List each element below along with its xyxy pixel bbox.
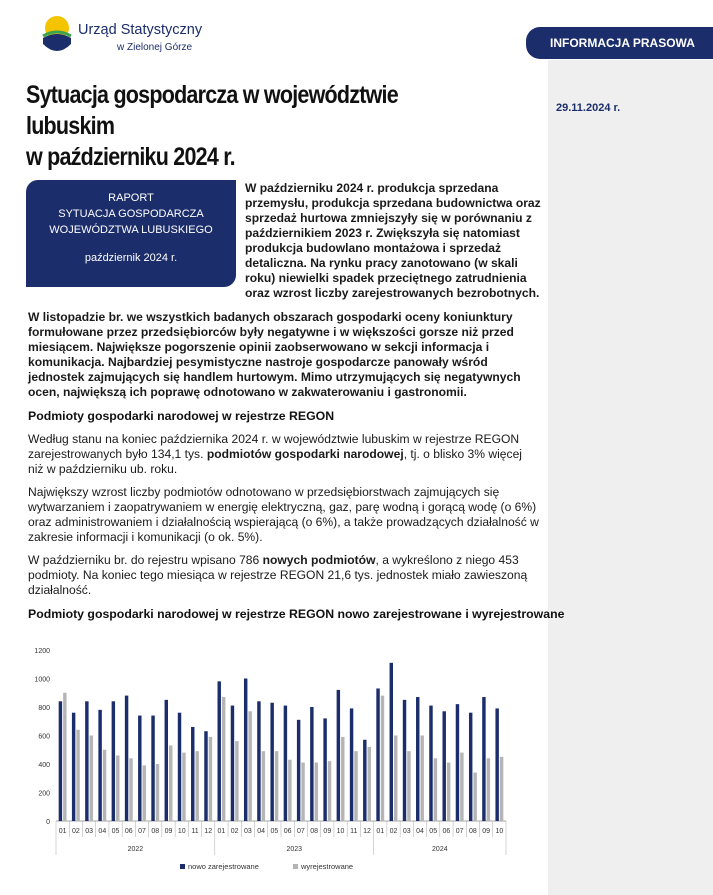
bar-removed	[129, 758, 132, 821]
bar-removed	[341, 737, 344, 821]
y-tick-label: 800	[38, 705, 50, 712]
year-label: 2024	[432, 846, 448, 853]
bar-removed	[103, 750, 106, 821]
bar-new	[443, 711, 446, 821]
logo[interactable]	[40, 14, 203, 58]
bar-new	[125, 696, 128, 821]
x-tick-label: 11	[350, 828, 358, 835]
title-line-1: Sytuacja gospodarcza w województwie lubuskim	[26, 81, 398, 140]
logo-subtitle: w Zielonej Górze	[117, 42, 193, 53]
x-tick-label: 12	[204, 828, 213, 835]
bar-removed	[500, 757, 503, 821]
bar-new	[469, 713, 472, 821]
sidebar-panel	[548, 60, 713, 895]
bar-removed	[420, 736, 423, 822]
bar-removed	[315, 763, 318, 821]
x-tick-label: 12	[363, 828, 371, 835]
bar-removed	[90, 736, 93, 822]
bar-new	[310, 707, 313, 821]
para3-text-c: , a wykreślono z niego 453 podmioty. Na koniec tego miesiąca w rejestrze REGON 21,6 tys. jednostek miało zawieszoną działalność.	[28, 553, 528, 597]
bar-removed	[116, 755, 119, 821]
bar-removed	[473, 773, 476, 821]
bar-new	[403, 700, 406, 821]
bar-new	[390, 663, 393, 821]
title-line-2: w październiku 2024 r.	[26, 143, 235, 171]
bar-new	[337, 690, 340, 821]
legend-label-new: nowo zarejestrowane	[188, 862, 259, 871]
bar-removed	[182, 753, 185, 821]
release-date: 29.11.2024 r.	[556, 102, 621, 114]
x-tick-label: 01	[217, 828, 226, 835]
x-tick-label: 01	[376, 828, 385, 835]
bar-new	[429, 706, 432, 821]
bar-new	[98, 710, 101, 821]
bar-new	[231, 706, 234, 821]
year-label: 2023	[286, 846, 303, 853]
page-title	[26, 80, 456, 173]
x-tick-label: 10	[495, 828, 504, 835]
x-tick-label: 09	[482, 828, 491, 835]
x-tick-label: 02	[71, 828, 80, 835]
bar-new	[482, 697, 485, 821]
x-tick-label: 02	[230, 828, 239, 835]
x-tick-label: 04	[257, 828, 266, 835]
x-tick-label: 01	[58, 828, 67, 835]
bar-new	[165, 700, 168, 821]
x-tick-label: 08	[469, 828, 477, 835]
y-tick-label: 1200	[34, 648, 50, 655]
bar-removed	[407, 751, 410, 821]
x-tick-label: 03	[244, 828, 252, 835]
bar-new	[350, 708, 353, 821]
x-tick-label: 11	[191, 828, 199, 835]
para3-bold: nowych podmiotów	[262, 553, 376, 567]
para1-bold: podmiotów gospodarki narodowej	[206, 447, 404, 461]
bar-new	[151, 716, 154, 821]
logo-mark-icon	[40, 14, 74, 56]
bar-removed	[368, 747, 371, 821]
bar-removed	[394, 736, 397, 822]
x-tick-label: 05	[429, 828, 438, 835]
x-tick-label: 07	[296, 828, 305, 835]
bar-new	[456, 704, 459, 821]
x-tick-label: 04	[416, 828, 424, 835]
y-tick-label: 200	[38, 790, 50, 798]
bar-removed	[301, 763, 304, 821]
bar-new	[59, 701, 62, 821]
bar-removed	[195, 751, 198, 821]
lead-paragraph: W październiku 2024 r. produkcja sprzedana przemysłu, produkcja sprzedana budownictwa oraz sprzedaż hurtowa zmniejszyły się w porównaniu z październikiem 2023 r. Zwiększyła się natomiast produkcja budowlano montażowa i sprzedaż detaliczna. Na rynku pracy zanotowano (w skali roku) niewielki spadek przeciętnego zatrudnienia oraz wzrost liczby zarejestrowanych bezrobotnych.	[245, 181, 541, 300]
bar-removed	[460, 753, 463, 821]
bar-new	[257, 701, 260, 821]
para1-text-a: Według stanu na koniec października 2024 r. w województwie lubuskim w rejestrze REGON zarejestrowanych było 134,1 tys.	[28, 432, 520, 461]
x-tick-label: 07	[455, 828, 464, 835]
legend-swatch-new	[180, 864, 185, 869]
para3-text-a: W październiku br. do rejestru wpisano 786	[28, 553, 263, 567]
bar-removed	[487, 758, 490, 821]
para1-text-c: , tj. o blisko 3% więcej niż w październiku ub. roku.	[28, 447, 522, 476]
bar-new	[376, 688, 379, 821]
paragraph-growth: Największy wzrost liczby podmiotów odnotowano w przedsiębiorstwach zajmujących się wytwarzaniem i zaopatrywaniem w energię elektryczną, gaz, parę wodną i gorącą wodę (o 6%) oraz administrowaniem i działalnością wspierającą (o 6%), a także prowadzących działalność w zakresie informacji i komunikacji (o ok. 5%).	[28, 485, 539, 544]
bar-removed	[222, 697, 225, 821]
bar-removed	[434, 758, 437, 821]
bar-new	[191, 727, 194, 821]
x-tick-label: 09	[323, 828, 332, 835]
y-tick-label: 600	[38, 733, 50, 741]
y-tick-label: 0	[46, 819, 50, 826]
bar-removed	[156, 764, 159, 821]
bar-new	[112, 701, 115, 821]
paragraph-new-entities	[28, 553, 540, 598]
logo-name: Urząd Statystyczny	[78, 22, 203, 38]
x-tick-label: 05	[111, 828, 120, 835]
chart-heading: Podmioty gospodarki narodowej w rejestrze REGON nowo zarejestrowane i wyrejestrowane	[28, 607, 565, 621]
bar-removed	[169, 745, 172, 821]
report-period: październik 2024 r.	[84, 252, 178, 264]
regon-chart	[28, 640, 528, 880]
x-tick-label: 09	[164, 828, 173, 835]
chart-svg	[28, 640, 528, 880]
bar-new	[244, 679, 247, 822]
bar-new	[284, 706, 287, 821]
x-tick-label: 03	[85, 828, 93, 835]
bar-removed	[328, 761, 331, 821]
section-heading-regon: Podmioty gospodarki narodowej w rejestrze REGON	[28, 409, 335, 423]
bar-removed	[288, 760, 291, 821]
bar-new	[270, 703, 273, 821]
x-tick-label: 10	[336, 828, 345, 835]
bar-removed	[63, 693, 66, 821]
bar-removed	[354, 751, 357, 821]
bar-removed	[381, 696, 384, 821]
bar-removed	[248, 711, 251, 821]
bar-removed	[262, 751, 265, 821]
x-tick-label: 03	[402, 828, 411, 835]
bar-removed	[447, 763, 450, 821]
y-tick-label: 400	[38, 762, 50, 769]
lead-paragraph-2: W listopadzie br. we wszystkich badanych obszarach gospodarki oceny koniunktury formułowane przez przedsiębiorców były negatywne i w większości gorsze niż przed miesiącem. Największe pogorszenie opinii zaobserwowano w sekcji informacja i komunikacja. Najbardziej pesymistyczne nastroje gospodarcze panowały wśród jednostek zajmujących się handlem hurtowym. Mimo utrzymujących się negatywnych ocen, największą ich poprawę odnotowano w zakwaterowaniu i gastronomii.	[28, 310, 521, 399]
legend-swatch-removed	[293, 864, 298, 869]
bar-removed	[275, 751, 278, 821]
y-tick-label: 1000	[34, 676, 50, 684]
bar-removed	[76, 730, 79, 821]
year-label: 2022	[127, 846, 144, 853]
report-line-3: WOJEWÓDZTWA LUBUSKIEGO	[49, 224, 213, 236]
bar-removed	[143, 765, 146, 821]
report-link-box[interactable]	[26, 180, 236, 287]
bar-new	[72, 713, 75, 821]
x-tick-label: 06	[442, 828, 451, 835]
x-tick-label: 05	[270, 828, 279, 835]
legend-label-removed: wyrejestrowane	[301, 862, 354, 871]
press-release-tag: INFORMACJA PRASOWA	[526, 27, 713, 59]
bar-new	[495, 708, 498, 821]
x-tick-label: 10	[177, 828, 186, 835]
paragraph-regon-total	[28, 432, 540, 477]
report-line-1: RAPORT	[108, 192, 154, 204]
x-tick-label: 06	[124, 828, 133, 835]
bar-new	[138, 716, 141, 821]
bar-removed	[209, 737, 212, 821]
bar-new	[178, 713, 181, 821]
report-line-2: SYTUACJA GOSPODARCZA	[58, 208, 204, 220]
bar-new	[218, 681, 221, 821]
bar-new	[297, 720, 300, 821]
x-tick-label: 06	[283, 828, 292, 835]
bar-new	[323, 718, 326, 821]
bar-new	[204, 731, 207, 821]
bar-new	[363, 740, 366, 821]
x-tick-label: 08	[151, 828, 160, 835]
bar-new	[85, 701, 88, 821]
x-tick-label: 08	[310, 828, 318, 835]
bar-removed	[235, 741, 238, 821]
x-tick-label: 07	[138, 828, 146, 835]
x-tick-label: 04	[98, 828, 107, 835]
bar-new	[416, 697, 419, 821]
x-tick-label: 02	[389, 828, 398, 835]
